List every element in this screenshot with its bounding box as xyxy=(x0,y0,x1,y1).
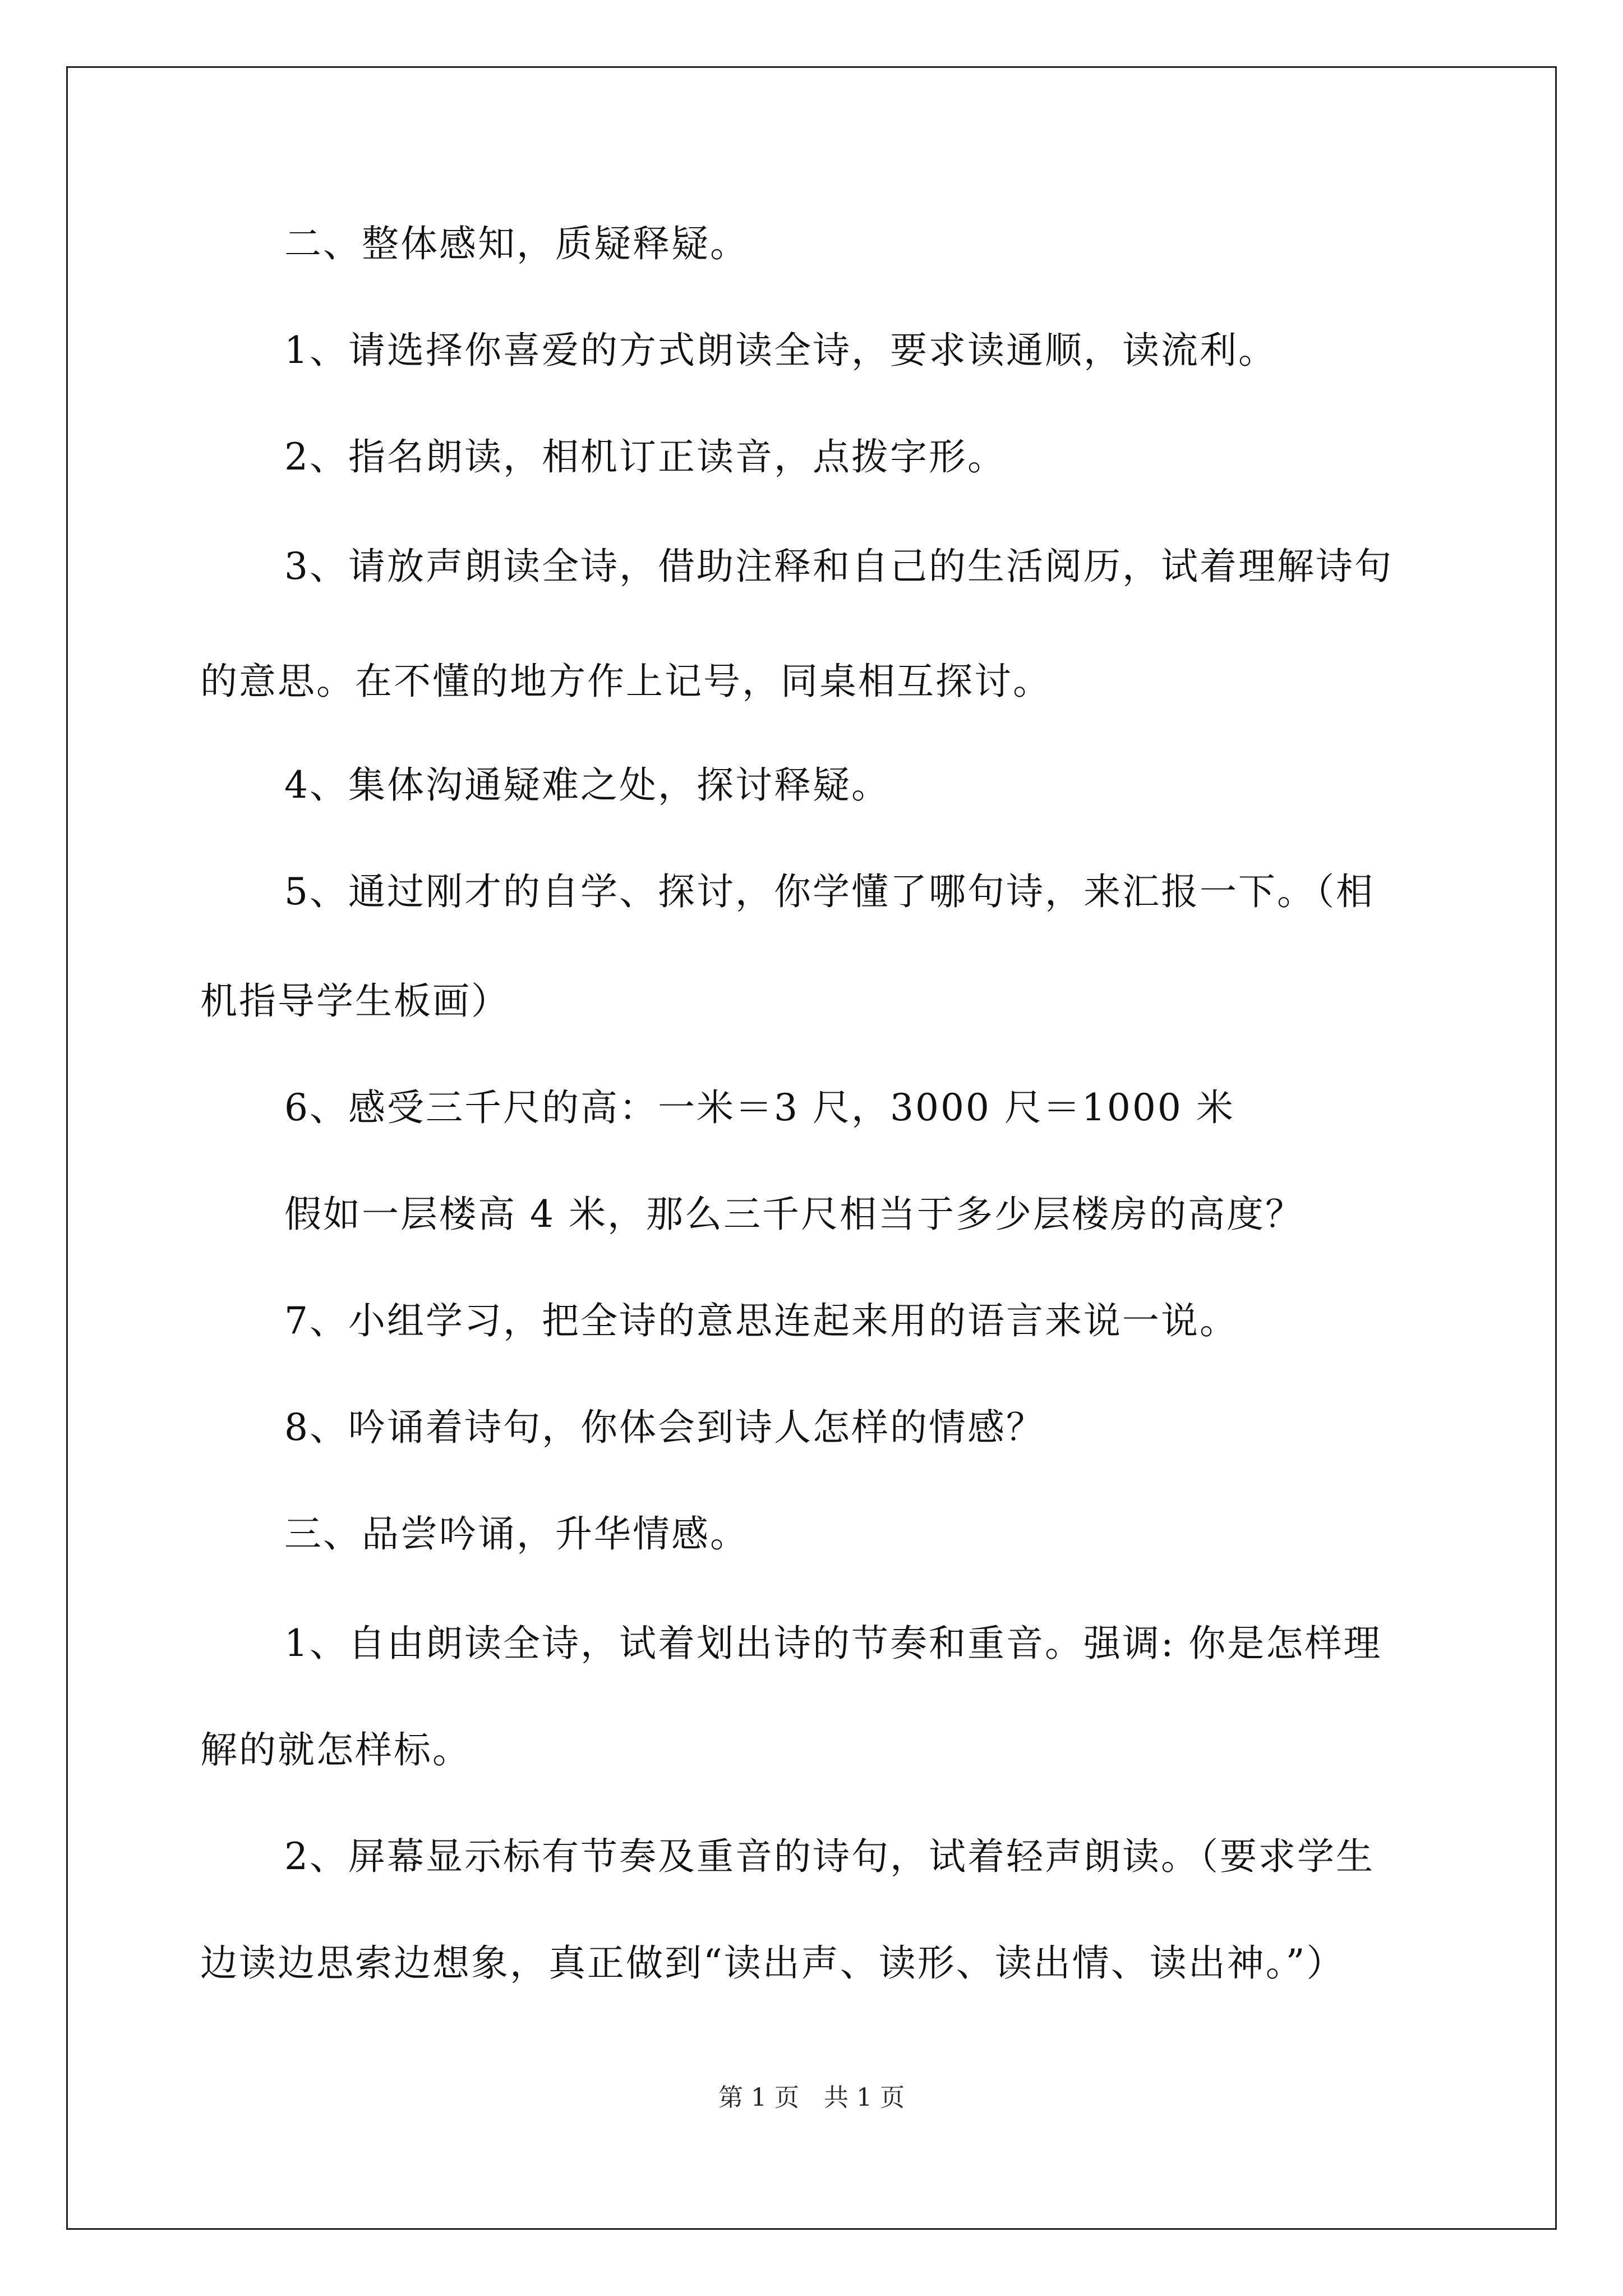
paragraph-line: 机指导学生板画） xyxy=(200,979,510,1023)
paragraph-line: 6、感受三千尺的高：一米＝3 尺，3000 尺＝1000 米 xyxy=(284,1086,1235,1129)
paragraph-line: 边读边思索边想象，真正做到“读出声、读形、读出情、读出神。”） xyxy=(200,1941,1345,1985)
page-border xyxy=(66,66,1557,2230)
paragraph-line: 解的就怎样标。 xyxy=(200,1728,471,1772)
paragraph-line: 2、指名朗读，相机订正读音，点拨字形。 xyxy=(284,435,1006,478)
paragraph-line: 8、吟诵着诗句，你体会到诗人怎样的情感？ xyxy=(284,1406,1045,1449)
paragraph-line: 4、集体沟通疑难之处，探讨释疑。 xyxy=(284,763,890,807)
section-heading-3: 三、品尝吟诵，升华情感。 xyxy=(284,1512,749,1556)
paragraph-line: 的意思。在不懂的地方作上记号，同桌相互探讨。 xyxy=(200,660,1052,703)
section-heading-2: 二、整体感知，质疑释疑。 xyxy=(284,222,749,265)
paragraph-line: 1、请选择你喜爱的方式朗读全诗，要求读通顺，读流利。 xyxy=(284,329,1277,372)
paragraph-line: 3、请放声朗读全诗，借助注释和自己的生活阅历，试着理解诗句 xyxy=(284,545,1393,588)
paragraph-line: 假如一层楼高 4 米，那么三千尺相当于多少层楼房的高度？ xyxy=(284,1193,1304,1236)
page-number-footer: 第 1 页 共 1 页 xyxy=(718,2083,905,2112)
paragraph-line: 1、自由朗读全诗，试着划出诗的节奏和重音。强调: 你是怎样理 xyxy=(284,1622,1382,1665)
paragraph-line: 5、通过刚才的自学、探讨，你学懂了哪句诗，来汇报一下。（相 xyxy=(284,870,1375,913)
paragraph-line: 2、屏幕显示标有节奏及重音的诗句，试着轻声朗读。（要求学生 xyxy=(284,1835,1375,1878)
paragraph-line: 7、小组学习，把全诗的意思连起来用的语言来说一说。 xyxy=(284,1299,1238,1342)
